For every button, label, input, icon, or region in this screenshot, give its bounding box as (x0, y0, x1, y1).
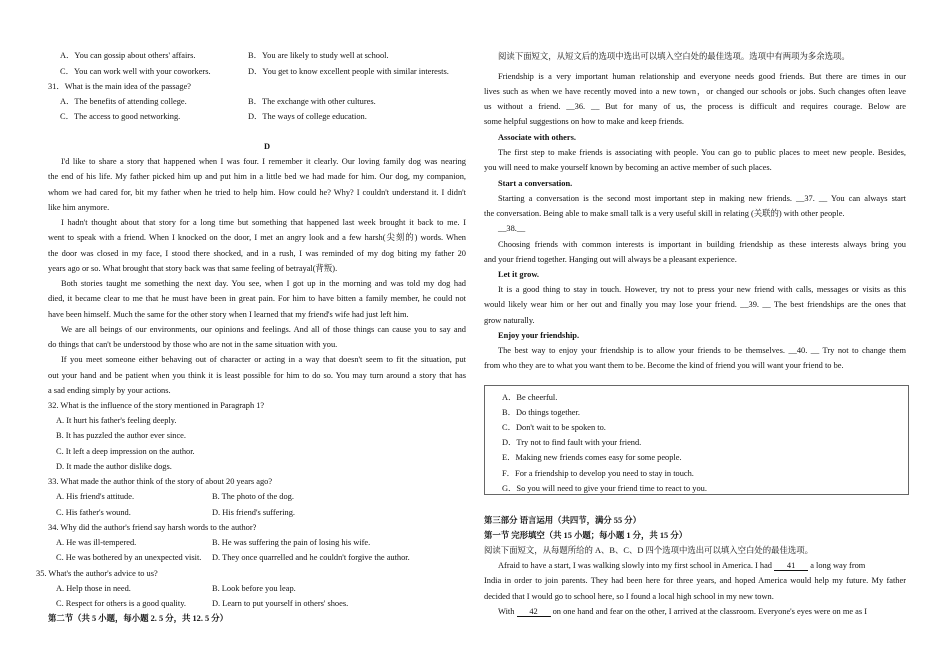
q30-option-b: B．You are likely to study well at school. (248, 51, 389, 60)
q34-option-a: A. He was ill-tempered. (56, 538, 137, 547)
option-c: C．Don't wait to be spoken to. (502, 423, 606, 432)
passage-line: lives such as when we have recently moved into a new town，or changed our schools or jobs. Such changes often leave (484, 87, 906, 96)
q34-option-d: D. They once quarrelled and he couldn't forgive the author. (212, 553, 410, 562)
passage-d-line: like him anymore. (48, 203, 110, 212)
passage-line: grow naturally. (484, 316, 535, 325)
option-d: D．Try not to find fault with your friend. (502, 438, 642, 447)
cloze-instruction: 阅读下面短文，从每题所给的 A、B、C、D 四个选项中选出可以填入空白处的最佳选项。 (484, 546, 813, 555)
q32-option-c: C. It left a deep impression on the author. (56, 447, 195, 456)
passage-line: would likely wear him or her out and finally you may lose your friend. __39. __ The best friendships are the ones that (484, 300, 906, 309)
q33-option-d: D. His friend's suffering. (212, 508, 295, 517)
cloze-line-1 (498, 561, 865, 571)
passage-d-line: If you meet someone either behaving out of character or acting in a way that doesn't seem to fit the situation, put (61, 355, 466, 364)
section2-instruction: 阅读下面短文，从短文后的选项中选出可以填入空白处的最佳选项。选项中有两项为多余选项。 (498, 52, 850, 61)
q32-option-d: D. It made the author dislike dogs. (56, 462, 172, 471)
passage-d-line: years ago or so. What brought that story back was that same feeling of betrayal(背叛). (48, 264, 338, 273)
passage-d-line: died, it became clear to me that he must have been in great pain. For him to have bitten a family member, he could not (48, 294, 466, 303)
option-g: G．So you will need to give your friend time to react to you. (502, 484, 707, 493)
passage-d-line: a sad ending simply by your actions. (48, 386, 171, 395)
blank-38: __38.__ (498, 224, 526, 233)
q34-option-b: B. He was suffering the pain of losing his wife. (212, 538, 371, 547)
option-e: E．Making new friends comes easy for some people. (502, 453, 682, 462)
section2-title: 第二节（共 5 小题，每小题 2. 5 分，共 12. 5 分） (48, 614, 229, 623)
q33-option-b: B. The photo of the dog. (212, 492, 294, 501)
q31-stem: 31．What is the main idea of the passage? (48, 82, 192, 91)
passage-line: Choosing friends with common interests is important in building friendship as these interests always bring you (498, 240, 906, 249)
cloze-text: With (498, 607, 515, 616)
blank-42: 42 (517, 607, 551, 617)
blank-41: 41 (774, 561, 808, 571)
cloze-text: on one hand and fear on the other, I arrived at the classroom. Everyone's eyes were on me as I (552, 607, 868, 616)
options-box (484, 385, 909, 495)
q34-option-c: C. He was bothered by an unexpected visit. (56, 553, 202, 562)
passage-line: Starting a conversation is the second most important step in making new friends. __37. __ You can always start (498, 194, 906, 203)
passage-line: us without a friend. __36. __ But for many of us, the process is difficult and requires courage. Below are (484, 102, 906, 111)
q32-option-a: A. It hurt his father's feeling deeply. (56, 416, 177, 425)
part3-title: 第三部分 语言运用（共四节，满分 55 分） (484, 516, 642, 525)
q33-option-c: C. His father's wound. (56, 508, 131, 517)
passage-line: Friendship is a very important human relationship and everyone needs good friends. But there are times in our (498, 72, 906, 81)
q35-option-a: A. Help those in need. (56, 584, 131, 593)
q34-stem: 34. Why did the author's friend say harsh words to the author? (48, 523, 257, 532)
passage-line: the conversation. Being able to make small talk is a very useful skill in relating (关联的) with other people. (484, 209, 845, 218)
q31-option-b: B．The exchange with other cultures. (248, 97, 376, 106)
passage-line: you will need to make yourself known by becoming an active member of such places. (484, 163, 772, 172)
q35-option-b: B. Look before you leap. (212, 584, 296, 593)
passage-d-line: went to speak with a friend. When I knocked on the door, I met an angry look and a few harsh(尖刻的) words. When (48, 233, 466, 242)
subheading-associate: Associate with others. (498, 133, 576, 142)
passage-line: from who they are to what you want them to be. Become the kind of friend you will want your friend to be. (484, 361, 844, 370)
q30-option-c: C．You can work well with your coworkers. (60, 67, 211, 76)
cloze-text: Afraid to have a start, I was walking slowly into my first school in America. I had (498, 561, 772, 570)
option-f: F．For a friendship to develop you need to stay in touch. (502, 469, 694, 478)
section1-title: 第一节 完形填空（共 15 小题；每小题 1 分，共 15 分） (484, 531, 688, 540)
cloze-line-2: India in order to join parents. They had been here for three years, and hoped America would help my future. My father (484, 576, 906, 585)
q31-option-a: A．The benefits of attending college. (60, 97, 187, 106)
q30-option-d: D．You get to know excellent people with similar interests. (248, 67, 449, 76)
subheading-conversation: Start a conversation. (498, 179, 573, 188)
passage-d-line: do things that can't be understood by those who are not in the same situation with you. (48, 340, 338, 349)
passage-d-line: the door was closed in my face, I stood there shocked, and in a rush, I was reminded of my dog biting my father 20 (48, 249, 466, 258)
passage-line: The best way to enjoy your friendship is to allow your friends to be themselves. __40. __ Try not to change them (498, 346, 906, 355)
passage-d-line: We are all beings of our environments, our opinions and feelings. And all of those things can cause you to say and (61, 325, 466, 334)
passage-d-line: Both stories taught me something the next day. You see, when I got up in the morning and was told my dog had (61, 279, 466, 288)
q35-stem: 35. What's the author's advice to us? (36, 569, 158, 578)
q33-stem: 33. What made the author think of the story of about 20 years ago? (48, 477, 273, 486)
passage-d-line: whom we had cared for, bit my father when he tried to help him. How could he? Why? I couldn't understand it. I didn't (48, 188, 466, 197)
q31-option-c: C．The access to good networking. (60, 112, 181, 121)
subheading-grow: Let it grow. (498, 270, 540, 279)
passage-line: some helpful suggestions on how to make and keep friends. (484, 117, 685, 126)
cloze-line-4 (498, 607, 867, 617)
q33-option-a: A. His friend's attitude. (56, 492, 135, 501)
subheading-enjoy: Enjoy your friendship. (498, 331, 580, 340)
passage-line: The first step to make friends is associating with people. You can go to public places to meet new people. Besides, (498, 148, 906, 157)
q35-option-c: C. Respect for others is a good quality. (56, 599, 186, 608)
passage-line: It is a good thing to stay in touch. However, try not to press your new friend with calls, messages or visits as this (498, 285, 906, 294)
cloze-text: a long way from (810, 561, 866, 570)
q31-option-d: D．The ways of college education. (248, 112, 367, 121)
option-b: B．Do things together. (502, 408, 580, 417)
passage-line: and your friend together. Hanging out will always be a pleasant experience. (484, 255, 737, 264)
passage-d-line: out your hand and be patient when you think it is least possible for him to do so. You may turn around a story that has (48, 371, 466, 380)
passage-d-heading: D (264, 142, 271, 151)
passage-d-line: the end of his life. My father picked him up and put him in a little bed we had made for him. Our dog, my companion, (48, 172, 466, 181)
cloze-line-3: decided that I would go to school here, so I found a local high school in my new town. (484, 592, 774, 601)
q32-stem: 32. What is the influence of the story mentioned in Paragraph 1? (48, 401, 265, 410)
q32-option-b: B. It has puzzled the author ever since. (56, 431, 186, 440)
option-a: A．Be cheerful. (502, 393, 558, 402)
passage-d-line: I hadn't thought about that story for a long time but something that happened last week brought it back to me. I (61, 218, 466, 227)
q30-option-a: A．You can gossip about others' affairs. (60, 51, 196, 60)
q35-option-d: D. Learn to put yourself in others' shoes. (212, 599, 349, 608)
passage-d-line: have been himself. Much the same for the other story when I learned that my friend's wife had just left him. (48, 310, 409, 319)
passage-d-line: I'd like to share a story that happened when I was four. I remember it clearly. Our loving family dog was nearing (61, 157, 466, 166)
